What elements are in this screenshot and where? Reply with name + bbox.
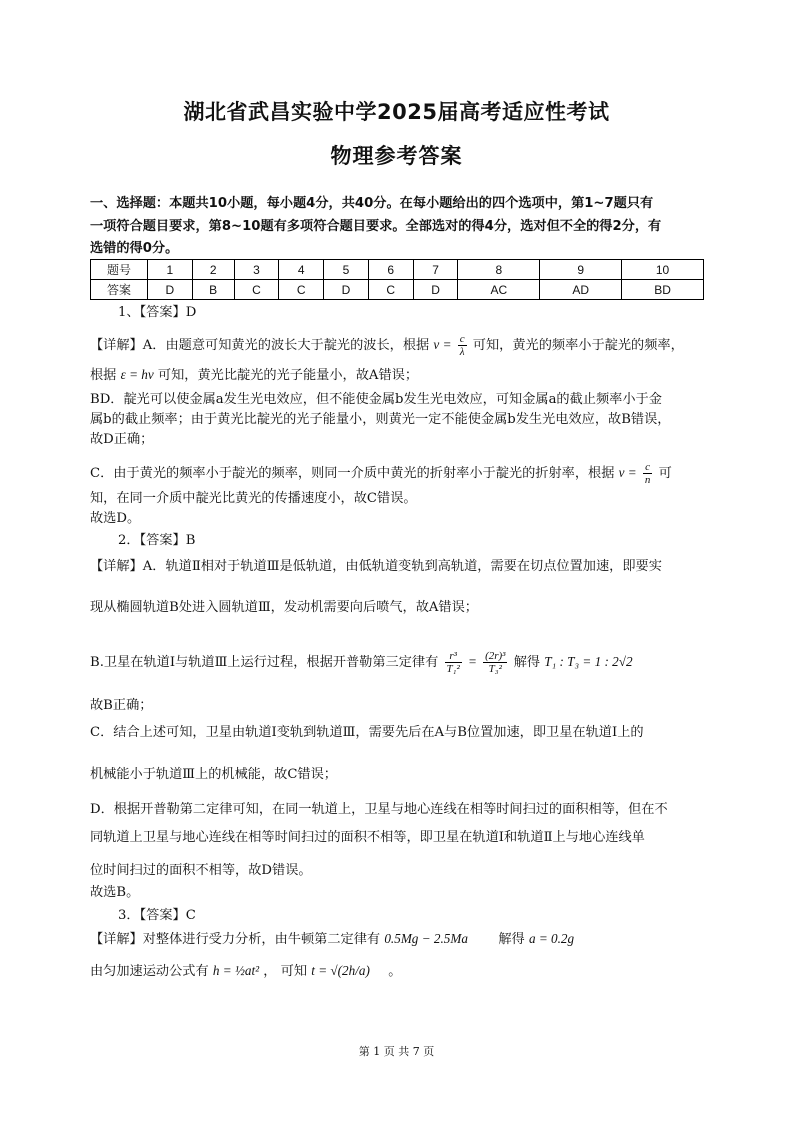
formula-period-ratio: T₁ : T₃ = 1 : 2√2 xyxy=(544,654,633,669)
table-cell: D xyxy=(148,280,193,300)
q1-c-line-1-post: 可 xyxy=(658,466,672,481)
fraction-numerator: r³ xyxy=(445,650,462,663)
q2-b-line-1 xyxy=(90,650,710,675)
table-cell: B xyxy=(192,280,234,300)
fraction-denominator: T₁² xyxy=(446,663,460,675)
q1-line-2-post: 可知，黄光比靛光的光子能量小，故A错误； xyxy=(157,368,419,383)
formula-fraction xyxy=(643,461,653,486)
page-subtitle: 物理参考答案 xyxy=(330,144,463,168)
table-cell: 10 xyxy=(622,260,704,280)
fraction-denominator: λ xyxy=(459,346,465,358)
table-row-answers xyxy=(91,280,704,300)
q2-answer: 2．【答案】B xyxy=(118,533,196,548)
formula-fraction xyxy=(458,333,467,358)
formula-v-lhs: v = xyxy=(618,465,637,480)
q2-d-line-1: D．根据开普勒第二定律可知，在同一轨道上，卫星与地心连线在相等时间扫过的面积相等，但在不 xyxy=(90,802,668,817)
page-footer: 第 1 页 共 7 页 xyxy=(358,1045,435,1058)
q3-detail-line-1 xyxy=(90,928,710,950)
q2-d-line-3: 位时间扫过的面积不相等，故D错误。 xyxy=(90,863,312,878)
section-intro xyxy=(90,193,710,261)
q2-conclusion: 故选B。 xyxy=(90,885,140,900)
q1-conclusion: 故选D。 xyxy=(90,511,141,526)
q1-bd-line-3: 故D正确； xyxy=(90,432,154,447)
formula-nu-lhs: ν = xyxy=(433,337,452,352)
q1-line-2-pre: 根据 xyxy=(90,368,117,383)
formula-acceleration: a = 0.2g xyxy=(528,931,575,946)
formula-displacement: h = ½at² xyxy=(212,963,260,978)
page-title: 湖北省武昌实验中学2025届高考适应性考试 xyxy=(183,100,610,124)
fraction-numerator: c xyxy=(459,333,465,345)
table-cell: D xyxy=(324,280,369,300)
q1-bd-line-1: BD．靛光可以使金属a发生光电效应，但不能使金属b发生光电效应，可知金属a的截止频率小于金 xyxy=(90,392,662,407)
formula-newton: 0.5Mg − 2.5Ma xyxy=(384,931,468,946)
table-cell: AD xyxy=(540,280,622,300)
intro-line-1: 一、选择题：本题共10小题，每小题4分，共40分。在每小题给出的四个选项中，第1~7题只有 xyxy=(90,196,654,211)
formula-energy: ε = hν xyxy=(120,367,154,382)
q1-answer: 1、【答案】D xyxy=(118,305,197,320)
table-cell: AC xyxy=(458,280,540,300)
formula-fraction xyxy=(445,650,462,675)
table-cell: 8 xyxy=(458,260,540,280)
q3-detail-mid: 解得 xyxy=(498,932,525,947)
table-cell: C xyxy=(368,280,413,300)
q1-detail-a-text-post: 可知，黄光的频率小于靛光的频率， xyxy=(472,338,684,353)
table-cell: C xyxy=(279,280,324,300)
q1-bd-line-2: 属b的截止频率；由于黄光比靛光的光子能量小，则黄光一定不能使金属b发生光电效应，故B错误， xyxy=(90,412,671,427)
table-cell: 6 xyxy=(368,260,413,280)
q3-line-2-mid: ， 可知 xyxy=(263,964,308,979)
table-cell: 5 xyxy=(324,260,369,280)
q3-line-2-post: 。 xyxy=(388,964,402,979)
q2-c-line-1: C．结合上述可知，卫星由轨道Ⅰ变轨到轨道Ⅲ，需要先后在A与B位置加速，即卫星在轨道Ⅰ上的 xyxy=(90,725,644,740)
fraction-denominator: n xyxy=(644,474,651,486)
table-cell: 3 xyxy=(234,260,279,280)
formula-time: t = √(2h/a) xyxy=(311,963,370,978)
table-cell: D xyxy=(413,280,458,300)
q3-detail-line-2 xyxy=(90,960,710,982)
table-row-numbers xyxy=(91,260,704,280)
q1-detail-a-text: 【详解】A．由题意可知黄光的波长大于靛光的波长，根据 xyxy=(90,338,430,353)
intro-line-3: 选错的得0分。 xyxy=(90,241,179,256)
fraction-denominator: T₃² xyxy=(488,663,502,675)
table-cell: C xyxy=(234,280,279,300)
table-cell: 1 xyxy=(148,260,193,280)
q1-line-2 xyxy=(90,364,710,386)
q2-b-line-1-pre: B.卫星在轨道Ⅰ与轨道Ⅲ上运行过程，根据开普勒第三定律有 xyxy=(90,655,439,670)
fraction-numerator: (2r)³ xyxy=(485,650,506,662)
fraction-numerator: c xyxy=(643,461,653,474)
table-header-cell: 答案 xyxy=(91,280,148,300)
q2-a-line-2: 现从椭圆轨道B处进入圆轨道Ⅲ，发动机需要向后喷气，故A错误； xyxy=(90,600,478,615)
formula-fraction xyxy=(483,650,507,675)
table-cell: 2 xyxy=(192,260,234,280)
q2-c-line-2: 机械能小于轨道Ⅲ上的机械能，故C错误； xyxy=(90,767,337,782)
table-cell: 7 xyxy=(413,260,458,280)
q1-c-line-1 xyxy=(90,461,710,486)
q3-line-2-pre: 由匀加速运动公式有 xyxy=(90,964,209,979)
table-header-cell: 题号 xyxy=(91,260,148,280)
formula-equals: = xyxy=(467,654,477,669)
answer-table xyxy=(90,259,704,300)
q3-detail-pre: 【详解】对整体进行受力分析，由牛顿第二定律有 xyxy=(90,932,381,947)
q1-c-line-1-pre: C．由于黄光的频率小于靛光的频率，则同一介质中黄光的折射率小于靛光的折射率，根据 xyxy=(90,466,615,481)
q2-d-line-2: 同轨道上卫星与地心连线在相等时间扫过的面积不相等，即卫星在轨道Ⅰ和轨道Ⅱ上与地心连线单 xyxy=(90,830,645,845)
q1-c-line-2: 知，在同一介质中靛光比黄光的传播速度小，故C错误。 xyxy=(90,491,417,506)
table-cell: 4 xyxy=(279,260,324,280)
intro-line-2: 一项符合题目要求，第8~10题有多项符合题目要求。全部选对的得4分，选对但不全的得2分，有 xyxy=(90,218,662,234)
q2-a-line-1: 【详解】A．轨道Ⅱ相对于轨道Ⅲ是低轨道，由低轨道变轨到高轨道，需要在切点位置加速，即要实 xyxy=(90,559,662,574)
q1-detail-a xyxy=(90,333,710,358)
q2-b-line-1-mid: 解得 xyxy=(513,655,541,670)
q2-b-line-2: 故B正确； xyxy=(90,698,153,713)
q3-answer: 3．【答案】C xyxy=(118,908,196,923)
table-cell: 9 xyxy=(540,260,622,280)
table-cell: BD xyxy=(622,280,704,300)
